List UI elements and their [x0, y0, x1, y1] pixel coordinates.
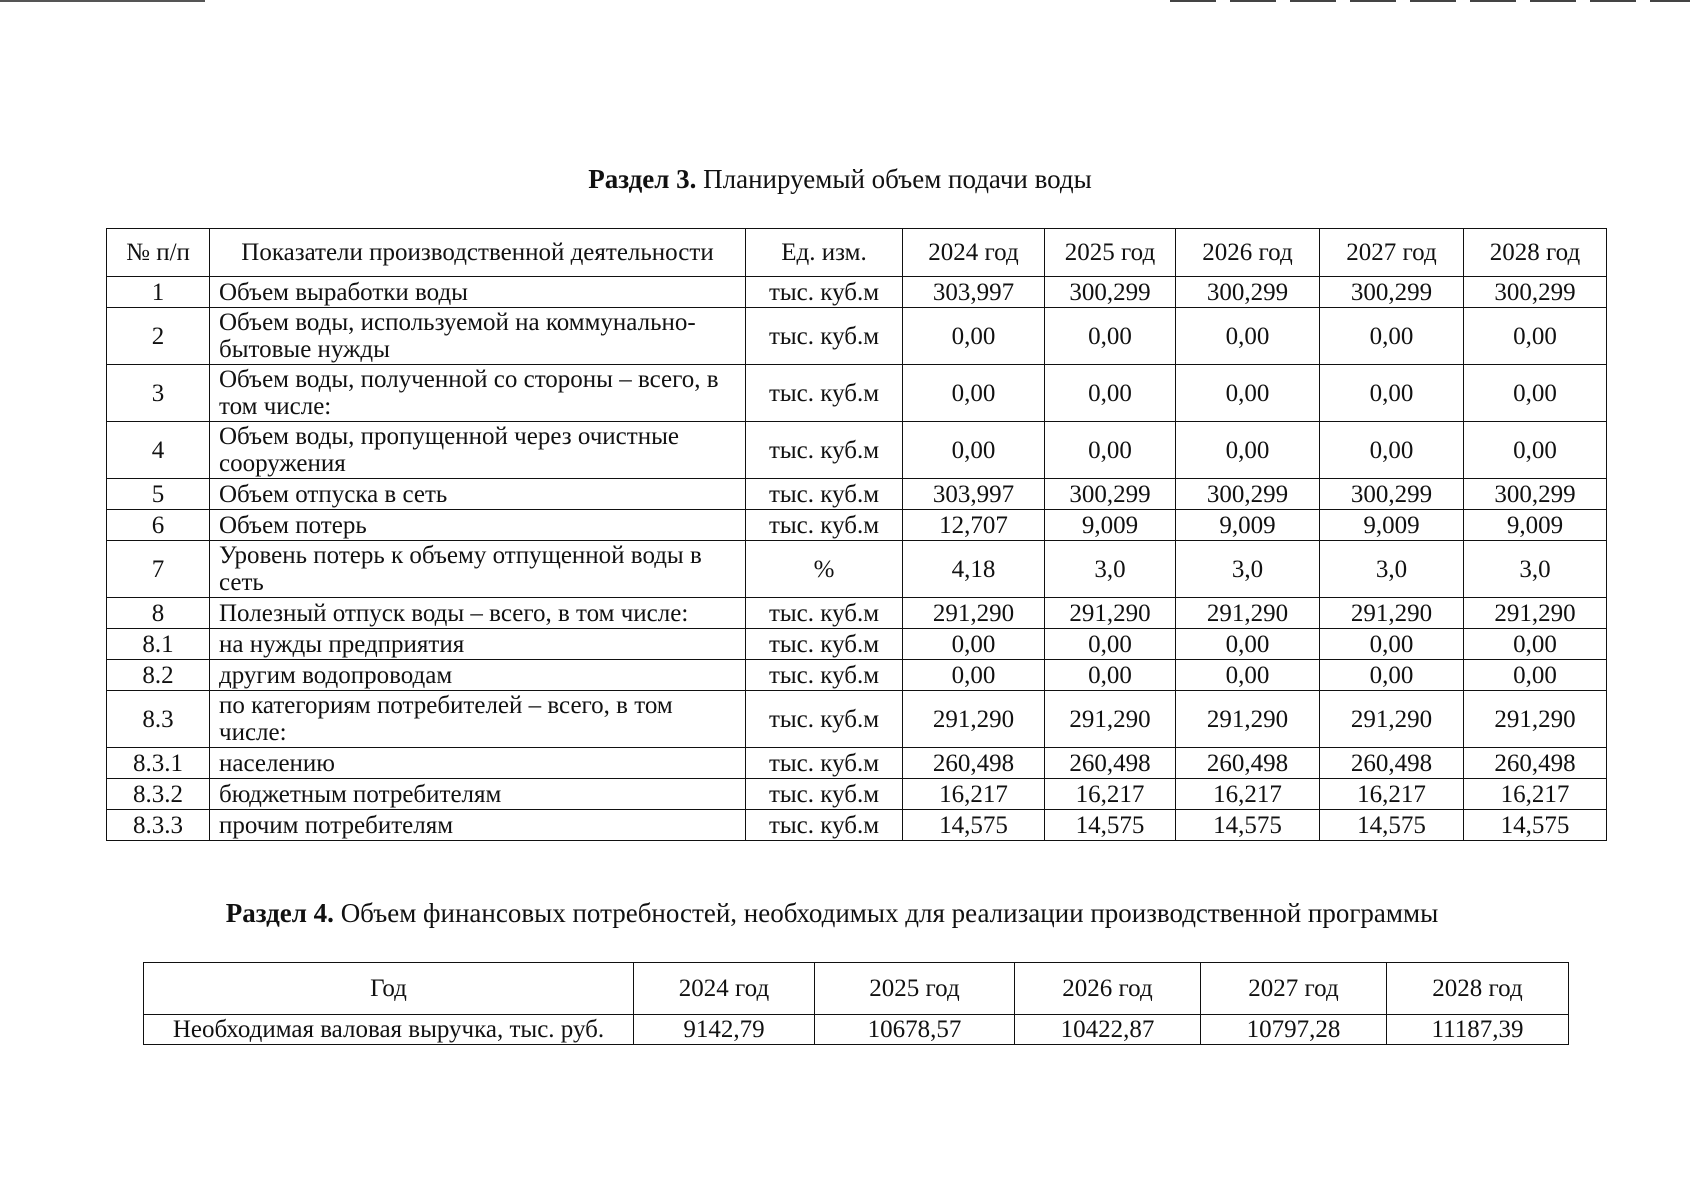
table-row [107, 598, 1607, 629]
table-row [107, 810, 1607, 841]
table-row [107, 422, 1607, 479]
value-cell: 291,290 [1320, 691, 1464, 748]
indicator-name: Полезный отпуск воды – всего, в том числе: [210, 598, 746, 629]
value-cell: 303,997 [903, 479, 1045, 510]
value-cell: 300,299 [1320, 479, 1464, 510]
value-cell: 260,498 [903, 748, 1045, 779]
header-cell: 2027 год [1201, 963, 1387, 1015]
row-number: 3 [107, 365, 210, 422]
water-supply-table [106, 228, 1607, 841]
header-cell: 2027 год [1320, 229, 1464, 277]
value-cell: 0,00 [1320, 308, 1464, 365]
value-cell: 14,575 [1464, 810, 1607, 841]
unit-cell: тыс. куб.м [746, 365, 903, 422]
table-row [107, 510, 1607, 541]
row-number: 1 [107, 277, 210, 308]
indicator-name: Объем воды, используемой на коммунально-бытовые нужды [210, 308, 746, 365]
table-row [107, 748, 1607, 779]
unit-cell: тыс. куб.м [746, 660, 903, 691]
financial-needs-table [143, 962, 1569, 1045]
header-cell: 2028 год [1464, 229, 1607, 277]
indicator-name: Уровень потерь к объему отпущенной воды в сеть [210, 541, 746, 598]
value-cell: 300,299 [1045, 479, 1176, 510]
value-cell: 0,00 [1045, 365, 1176, 422]
value-cell: 0,00 [1464, 308, 1607, 365]
section-4-title: Объем финансовых потребностей, необходимых для реализации производственной программы [340, 898, 1439, 928]
value-cell: 260,498 [1464, 748, 1607, 779]
unit-cell: тыс. куб.м [746, 422, 903, 479]
value-cell: 3,0 [1045, 541, 1176, 598]
row-number: 8 [107, 598, 210, 629]
value-cell: 4,18 [903, 541, 1045, 598]
value-cell: 0,00 [1045, 660, 1176, 691]
value-cell: 9,009 [1320, 510, 1464, 541]
table-row [107, 691, 1607, 748]
row-number: 7 [107, 541, 210, 598]
section-4-label: Раздел 4. [225, 898, 334, 928]
value-cell: 0,00 [1320, 422, 1464, 479]
row-number: 8.3 [107, 691, 210, 748]
row-number: 2 [107, 308, 210, 365]
value-cell: 0,00 [903, 629, 1045, 660]
value-cell: 3,0 [1464, 541, 1607, 598]
unit-cell: % [746, 541, 903, 598]
table-header-row [144, 963, 1569, 1015]
unit-cell: тыс. куб.м [746, 810, 903, 841]
value-cell: 0,00 [903, 660, 1045, 691]
value-cell: 16,217 [1464, 779, 1607, 810]
value-cell: 0,00 [1045, 629, 1176, 660]
value-cell: 0,00 [1045, 422, 1176, 479]
value-cell: 0,00 [1176, 660, 1320, 691]
value-cell: 0,00 [1320, 365, 1464, 422]
value-cell: 12,707 [903, 510, 1045, 541]
value-cell: 3,0 [1320, 541, 1464, 598]
row-number: 8.3.2 [107, 779, 210, 810]
value-cell: 9,009 [1045, 510, 1176, 541]
header-cell: 2028 год [1387, 963, 1569, 1015]
value-cell: 0,00 [1320, 629, 1464, 660]
header-cell: Ед. изм. [746, 229, 903, 277]
scan-edge-mark-left [0, 0, 205, 2]
value-cell: 291,290 [1045, 598, 1176, 629]
value-cell: 10678,57 [815, 1015, 1015, 1045]
unit-cell: тыс. куб.м [746, 779, 903, 810]
value-cell: 0,00 [903, 308, 1045, 365]
unit-cell: тыс. куб.м [746, 510, 903, 541]
value-cell: 260,498 [1176, 748, 1320, 779]
header-cell: Показатели производственной деятельности [210, 229, 746, 277]
value-cell: 9,009 [1464, 510, 1607, 541]
value-cell: 0,00 [1464, 365, 1607, 422]
header-cell: 2025 год [1045, 229, 1176, 277]
header-cell: № п/п [107, 229, 210, 277]
indicator-name: Объем отпуска в сеть [210, 479, 746, 510]
row-number: 8.3.1 [107, 748, 210, 779]
indicator-name: бюджетным потребителям [210, 779, 746, 810]
value-cell: 300,299 [1176, 277, 1320, 308]
value-cell: 0,00 [1176, 629, 1320, 660]
table-row [107, 365, 1607, 422]
value-cell: 10797,28 [1201, 1015, 1387, 1045]
value-cell: 16,217 [1320, 779, 1464, 810]
value-cell: 291,290 [1176, 598, 1320, 629]
section-3-label: Раздел 3. [588, 164, 697, 194]
value-cell: 0,00 [1176, 422, 1320, 479]
row-number: 5 [107, 479, 210, 510]
row-number: 8.2 [107, 660, 210, 691]
unit-cell: тыс. куб.м [746, 748, 903, 779]
value-cell: 0,00 [1176, 308, 1320, 365]
value-cell: 16,217 [1045, 779, 1176, 810]
table-row [107, 541, 1607, 598]
value-cell: 291,290 [1464, 691, 1607, 748]
value-cell: 0,00 [1464, 660, 1607, 691]
value-cell: 291,290 [1464, 598, 1607, 629]
value-cell: 16,217 [1176, 779, 1320, 810]
header-cell: Год [144, 963, 634, 1015]
value-cell: 0,00 [903, 422, 1045, 479]
value-cell: 0,00 [1464, 629, 1607, 660]
indicator-name: по категориям потребителей – всего, в том числе: [210, 691, 746, 748]
value-cell: 300,299 [1176, 479, 1320, 510]
indicator-name: Объем потерь [210, 510, 746, 541]
section-3-heading [0, 164, 1690, 195]
value-cell: 11187,39 [1387, 1015, 1569, 1045]
indicator-name: Объем выработки воды [210, 277, 746, 308]
value-cell: 16,217 [903, 779, 1045, 810]
value-cell: 10422,87 [1015, 1015, 1201, 1045]
section-4-heading [0, 898, 1682, 929]
value-cell: 260,498 [1045, 748, 1176, 779]
indicator-name: другим водопроводам [210, 660, 746, 691]
table-row [107, 779, 1607, 810]
row-number: 4 [107, 422, 210, 479]
header-cell: 2025 год [815, 963, 1015, 1015]
table-row [107, 660, 1607, 691]
value-cell: 0,00 [1320, 660, 1464, 691]
value-cell: 300,299 [1464, 479, 1607, 510]
scan-edge-mark-right [1170, 0, 1690, 2]
value-cell: 0,00 [1464, 422, 1607, 479]
section-3-title: Планируемый объем подачи воды [703, 164, 1092, 194]
value-cell: 291,290 [1320, 598, 1464, 629]
table-row [107, 479, 1607, 510]
indicator-name: прочим потребителям [210, 810, 746, 841]
table-row [107, 629, 1607, 660]
value-cell: 14,575 [1176, 810, 1320, 841]
header-cell: 2026 год [1176, 229, 1320, 277]
unit-cell: тыс. куб.м [746, 629, 903, 660]
value-cell: 9,009 [1176, 510, 1320, 541]
row-number: 6 [107, 510, 210, 541]
header-cell: 2026 год [1015, 963, 1201, 1015]
value-cell: 291,290 [1045, 691, 1176, 748]
value-cell: 300,299 [1320, 277, 1464, 308]
indicator-name: Объем воды, полученной со стороны – всего, в том числе: [210, 365, 746, 422]
value-cell: 9142,79 [634, 1015, 815, 1045]
unit-cell: тыс. куб.м [746, 308, 903, 365]
value-cell: 300,299 [1464, 277, 1607, 308]
value-cell: 291,290 [903, 598, 1045, 629]
indicator-name: Необходимая валовая выручка, тыс. руб. [144, 1015, 634, 1045]
header-cell: 2024 год [634, 963, 815, 1015]
row-number: 8.1 [107, 629, 210, 660]
value-cell: 14,575 [903, 810, 1045, 841]
value-cell: 291,290 [903, 691, 1045, 748]
unit-cell: тыс. куб.м [746, 479, 903, 510]
value-cell: 14,575 [1320, 810, 1464, 841]
unit-cell: тыс. куб.м [746, 277, 903, 308]
indicator-name: Объем воды, пропущенной через очистные сооружения [210, 422, 746, 479]
table-row [107, 308, 1607, 365]
table-row [144, 1015, 1569, 1045]
header-cell: 2024 год [903, 229, 1045, 277]
indicator-name: на нужды предприятия [210, 629, 746, 660]
value-cell: 303,997 [903, 277, 1045, 308]
value-cell: 14,575 [1045, 810, 1176, 841]
value-cell: 300,299 [1045, 277, 1176, 308]
value-cell: 260,498 [1320, 748, 1464, 779]
row-number: 8.3.3 [107, 810, 210, 841]
value-cell: 0,00 [903, 365, 1045, 422]
value-cell: 0,00 [1045, 308, 1176, 365]
indicator-name: населению [210, 748, 746, 779]
table-header-row [107, 229, 1607, 277]
value-cell: 0,00 [1176, 365, 1320, 422]
value-cell: 291,290 [1176, 691, 1320, 748]
unit-cell: тыс. куб.м [746, 598, 903, 629]
table-row [107, 277, 1607, 308]
unit-cell: тыс. куб.м [746, 691, 903, 748]
value-cell: 3,0 [1176, 541, 1320, 598]
